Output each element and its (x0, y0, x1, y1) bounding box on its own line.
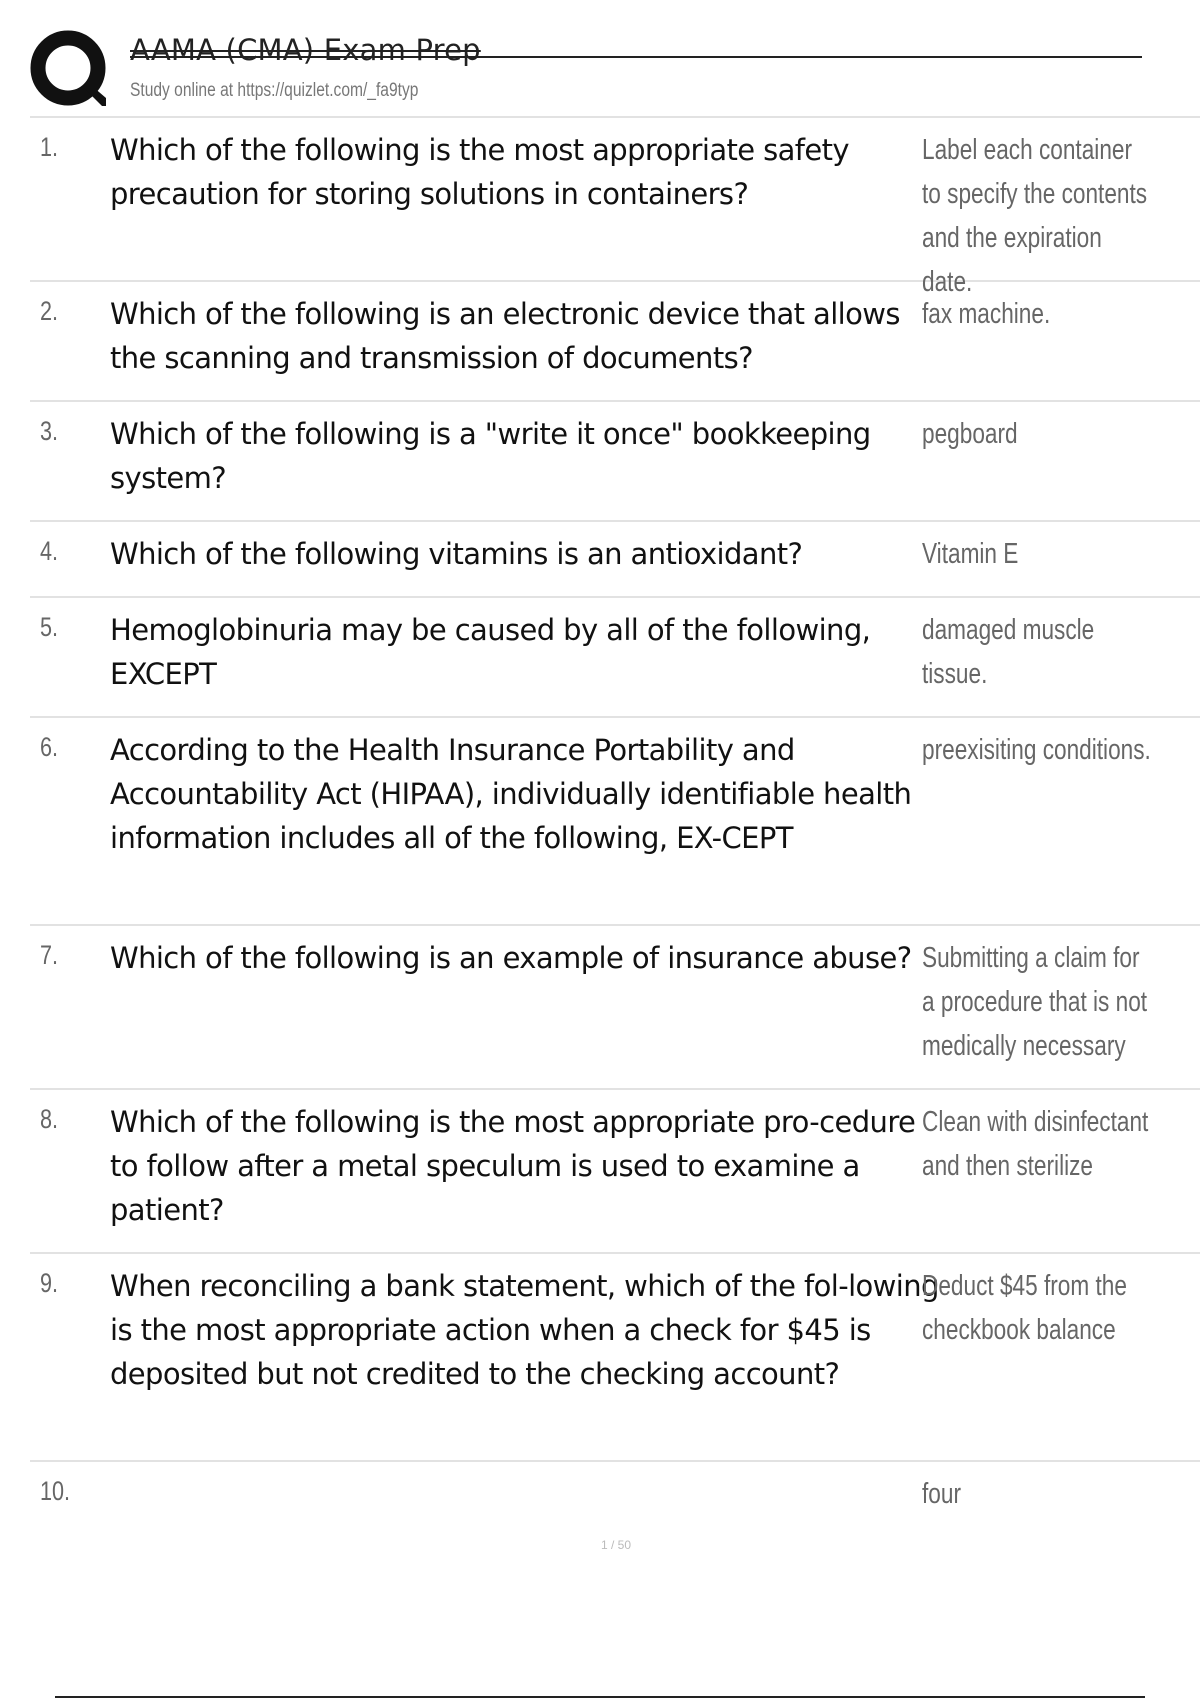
card-question: Which of the following is an example of insurance abuse? (110, 941, 912, 975)
card-number: 5. (40, 612, 59, 642)
footer-rule (55, 1696, 1145, 1698)
flashcard-9 (30, 1254, 1200, 1462)
flashcard-10 (30, 1462, 1200, 1538)
card-number: 3. (40, 416, 59, 446)
card-question: Which of the following is the most appropriate pro-cedure to follow after a metal speculum is used to examine a patient? (110, 1105, 916, 1227)
flashcard-6 (30, 718, 1200, 926)
card-question: Which of the following is an electronic device that allows the scanning and transmission of documents? (110, 297, 900, 375)
flashcard-2 (30, 282, 1200, 402)
flashcard-8 (30, 1090, 1200, 1254)
page-header (0, 0, 1200, 118)
card-number: 1. (40, 132, 59, 162)
flashcard-5 (30, 598, 1200, 718)
card-answer: pegboard (922, 418, 1018, 450)
flashcard-3 (30, 402, 1200, 522)
card-question: When reconciling a bank statement, which of the fol-lowing is the most appropriate action when a check for $45 is deposited but not credited to the checking account? (110, 1269, 939, 1391)
flashcard-1 (30, 118, 1200, 298)
flashcard-4 (30, 522, 1200, 598)
card-question: Which of the following is the most appropriate safety precaution for storing solutions in containers? (110, 133, 849, 211)
study-link[interactable]: Study online at https://quizlet.com/_fa9typ (130, 80, 419, 101)
card-answer: Deduct $45 from the checkbook balance (922, 1270, 1127, 1346)
card-answer: Label each container to specify the contents and the expiration date. (922, 134, 1148, 298)
card-question: Hemoglobinuria may be caused by all of the following, EXCEPT (110, 613, 871, 691)
page-number: 1 / 50 (600, 1538, 632, 1552)
card-number: 4. (40, 536, 59, 566)
card-answer: fax machine. (922, 298, 1051, 330)
card-number: 6. (40, 732, 59, 762)
card-answer: Clean with disinfectant and then sterilize (922, 1106, 1149, 1182)
quizlet-logo-icon (30, 30, 110, 112)
card-number: 7. (40, 940, 59, 970)
card-question: Which of the following vitamins is an antioxidant? (110, 537, 803, 571)
card-answer: Vitamin E (922, 538, 1019, 570)
card-question: According to the Health Insurance Portability and Accountability Act (HIPAA), individually identifiable health information includes all of the following, EX-CEPT (110, 733, 912, 855)
page-title: AAMA (CMA) Exam Prep (130, 33, 481, 67)
card-question: Which of the following is a "write it once" bookkeeping system? (110, 417, 871, 495)
card-answer: four (922, 1478, 961, 1510)
card-number: 9. (40, 1268, 59, 1298)
flashcard-7 (30, 926, 1200, 1090)
card-number: 10. (40, 1476, 71, 1506)
card-answer: damaged muscle tissue. (922, 614, 1095, 690)
card-answer: Submitting a claim for a procedure that is not medically necessary (922, 942, 1148, 1062)
card-number: 8. (40, 1104, 59, 1134)
flashcard-list (30, 118, 1200, 1538)
card-number: 2. (40, 296, 59, 326)
card-answer: preexisiting conditions. (922, 734, 1151, 766)
